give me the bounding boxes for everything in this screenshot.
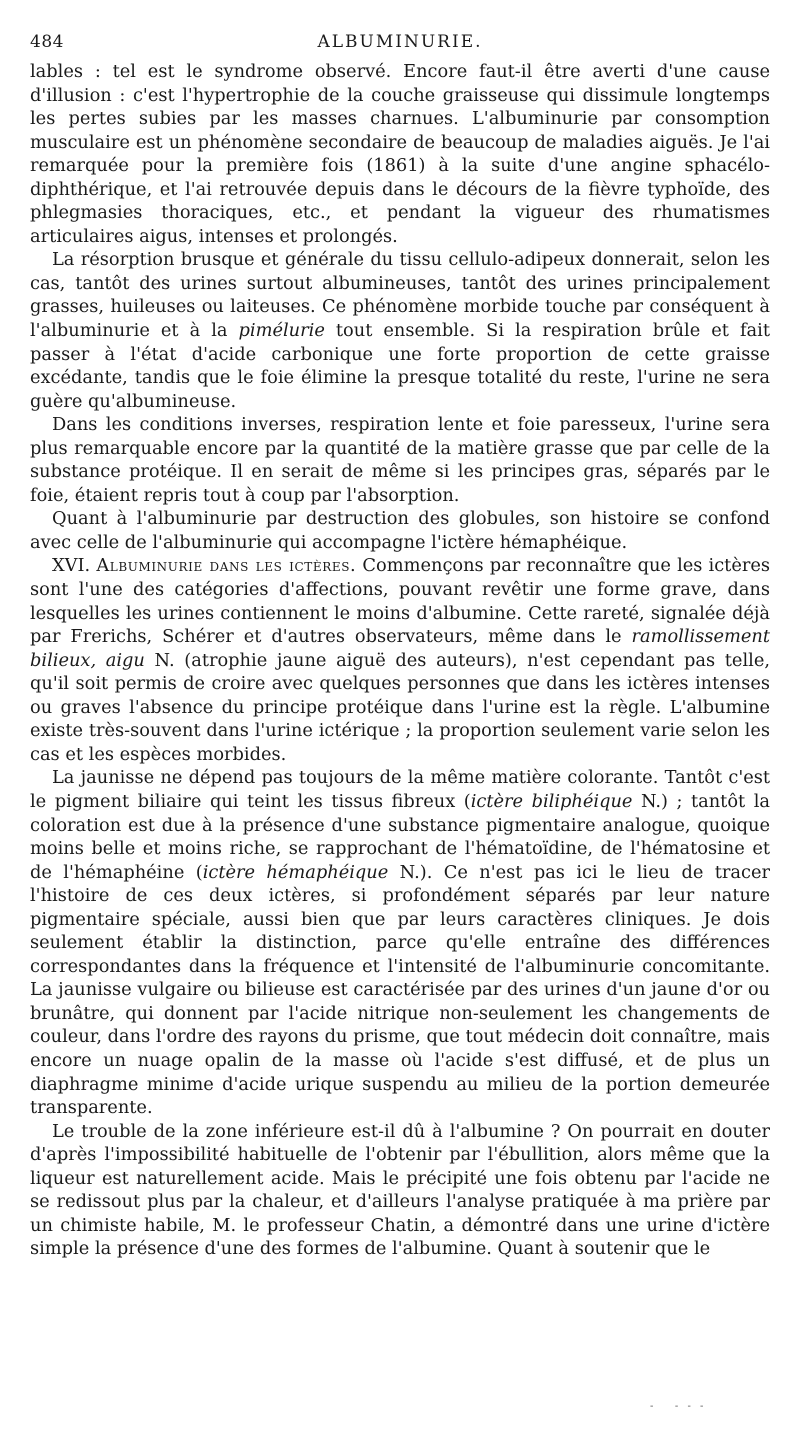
section-heading: Albuminurie dans les ictères. [96, 555, 357, 577]
term-ictere-hemapheique: ictère hémaphéique [202, 861, 389, 883]
running-head [30, 26, 770, 60]
paragraph-jaunisse: La jaunisse ne dépend pas toujours de la même matière colorante. Tantôt c'est le pigment biliaire qui teint les tissus fibreux (ictère biliphéique N.) ; tantôt la coloration est due à la présence d'une substance pigmentaire analogue, quoique moins belle et moins riche, se rapprochant de l'hématoïdine, de l'hématosine et de l'hémaphéine (ictère hémaphéique N.). Ce n'est pas ici le lieu de tracer l'histoire de ces deux ictères, si profondément séparés par leur nature pigmentaire spéciale, aussi bien que par leurs caractères cliniques. Je dois seulement établir la distinction, parce qu'elle entraîne des différences correspondantes dans la fréquence et l'intensité de l'albuminurie concomitante. La jaunisse vulgaire ou bilieuse est caractérisée par des urines d'un jaune d'or ou brunâtre, qui donnent par l'acide nitrique non-seulement les changements de couleur, dans l'ordre des rayons du prisme, que tout médecin doit connaître, mais encore un nuage opalin de la masse où l'acide s'est diffusé, et de plus un diaphragme minime d'acide urique suspendu au milieu de la portion demeurée transparente. [30, 767, 770, 1119]
running-title: ALBUMINURIE. [317, 32, 483, 52]
term-pimelurie: pimélurie [238, 320, 325, 342]
body-text [30, 60, 770, 1261]
paragraph-section-xvi: XVI. Albuminurie dans les ictères. Commençons par reconnaître que les ictères sont l'une des catégories d'affections, pouvant revêtir une forme grave, dans lesquelles les urines contiennent le moins d'albumine. Cette rareté, signalée déjà par Frerichs, Schérer et d'autres observateurs, même dans le ramollissement bilieux, aigu N. (atrophie jaune aiguë des auteurs), n'est cependant pas telle, qu'il soit permis de croire avec quelques personnes que dans les ictères intenses ou graves l'absence du principe protéique dans l'urine est la règle. L'albumine existe très-souvent dans l'urine ictérique ; la proportion seulement varie selon les cas et les espèces morbides. [30, 555, 770, 765]
page-number: 484 [30, 32, 64, 52]
term-ictere-biliphéique: ictère biliphéique [470, 790, 633, 812]
paragraph-continuation: lables : tel est le syndrome observé. Encore faut-il être averti d'une cause d'illusion : c'est l'hypertrophie de la couche graisseuse qui dissimule longtemps les pertes subies par les masses charnues. L'albuminurie par consomption musculaire est un phénomène secondaire de beaucoup de maladies aiguës. Je l'ai remarquée pour la première fois (1861) à la suite d'une angine sphacélo-diphthérique, et l'ai retrouvée depuis dans le décours de la fièvre typhoïde, des phlegmasies thoraciques, etc., et pendant la vigueur des rhumatismes articulaires aigus, intenses et prolongés. [30, 61, 770, 247]
paragraph-resorption: La résorption brusque et générale du tissu cellulo-adipeux donnerait, selon les cas, tantôt des urines surtout albumineuses, tantôt des urines principalement grasses, huileuses ou laiteuses. Ce phénomène morbide touche par conséquent à l'albuminurie et à la pimélurie tout ensemble. Si la respiration brûle et fait passer à l'état d'acide carbonique une forte proportion de cette graisse excédante, tandis que le foie élimine la presque totalité du reste, l'urine ne sera guère qu'albumineuse. [30, 249, 770, 412]
paragraph-conditions-inverses: Dans les conditions inverses, respiration lente et foie paresseux, l'urine sera plus remarquable encore par la quantité de la matière grasse que par celle de la substance protéique. Il en serait de même si les principes gras, séparés par le foie, étaient repris tout à coup par l'absorption. [30, 414, 770, 506]
term-ramollissement: ramollissement bilieux, aigu [30, 626, 770, 671]
paragraph-trouble-zone: Le trouble de la zone inférieure est-il dû à l'albumine ? On pourrait en douter d'après l'impossibilité habituelle de l'obtenir par l'ébullition, alors même que la liqueur est naturellement acide. Mais le précipité une fois obtenu par l'acide ne se redissout plus par la chaleur, et d'ailleurs l'analyse pratiquée à ma prière par un chimiste habile, M. le professeur Chatin, a démontré dans une urine d'ictère simple la présence d'une des formes de l'albumine. Quant à soutenir que le [30, 1120, 770, 1260]
scan-artifact-marks: - - - - [650, 1401, 707, 1412]
section-number: XVI. [52, 555, 97, 577]
book-page [30, 26, 770, 1261]
paragraph-destruction-globules: Quant à l'albuminurie par destruction des globules, son histoire se confond avec celle de l'albuminurie qui accompagne l'ictère hémaphéique. [30, 508, 770, 553]
